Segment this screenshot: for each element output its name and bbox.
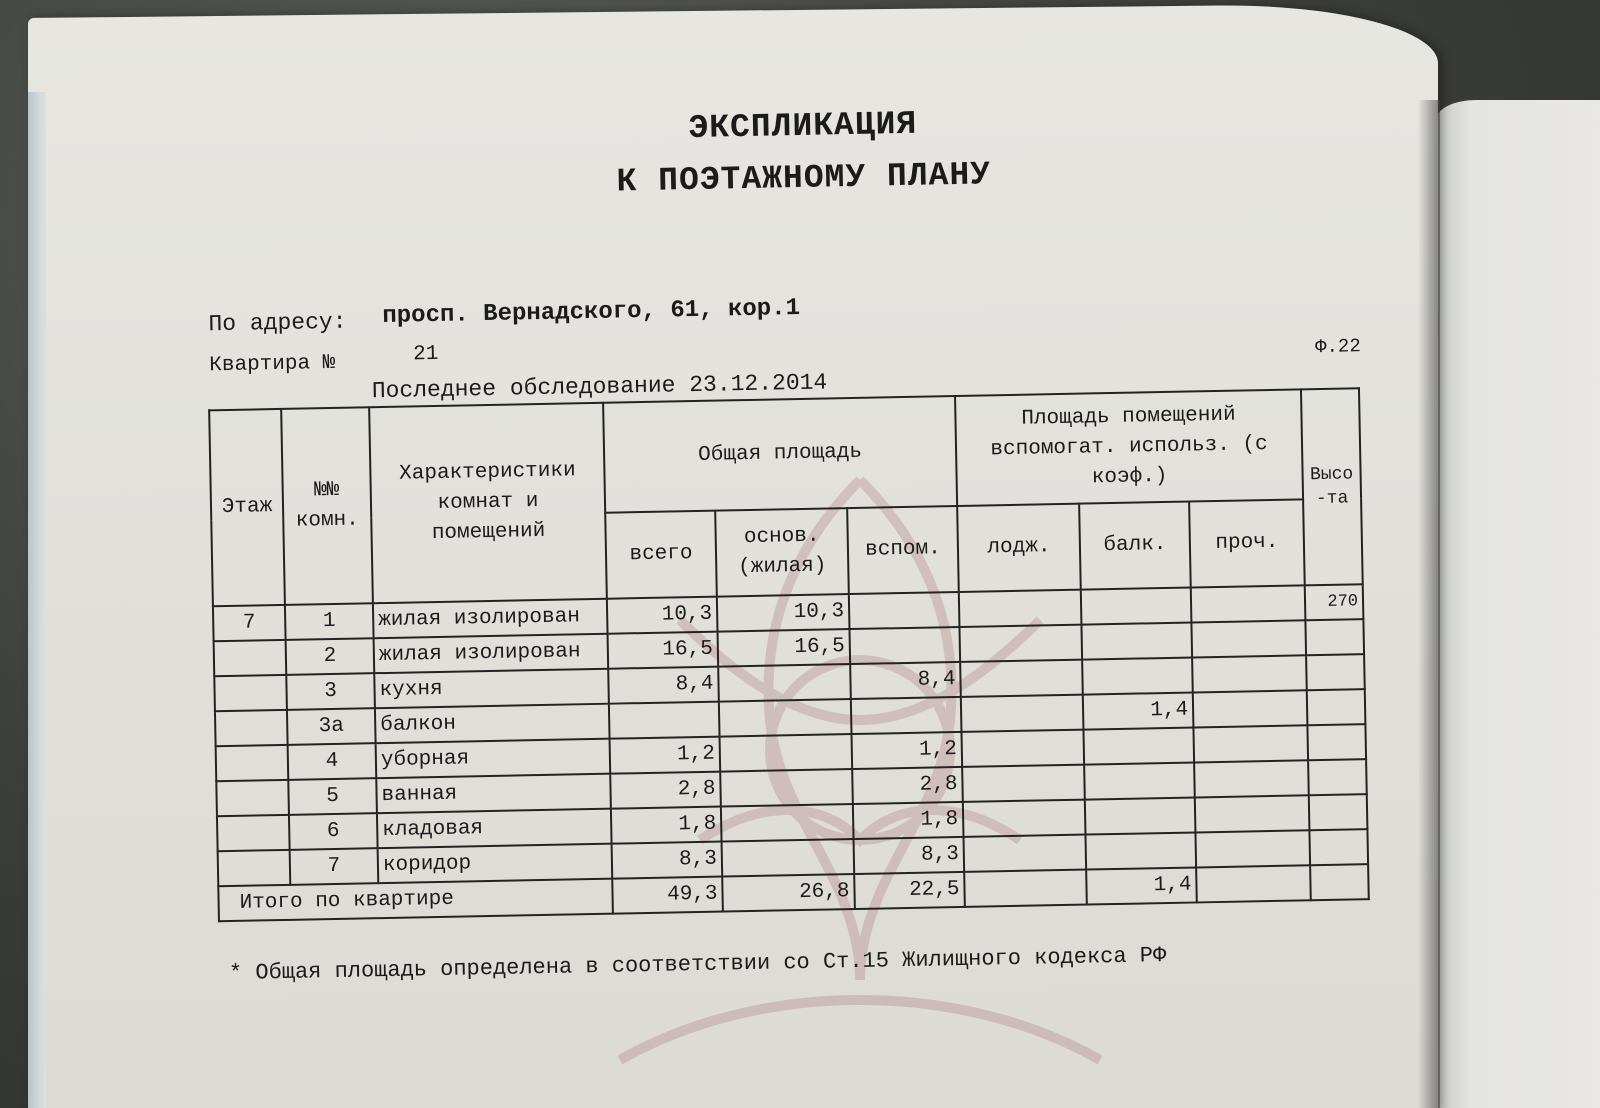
cell-floor (214, 640, 287, 676)
cell-total: 16,5 (608, 632, 719, 669)
cell-balcony (1083, 727, 1194, 764)
cell-aux (849, 592, 960, 629)
cell-name: жилая изолирован (373, 599, 608, 638)
cell-loggia (960, 660, 1083, 697)
form-number: Ф.22 (1314, 335, 1361, 359)
header-loggia: лодж. (957, 504, 1081, 592)
header-total: всего (605, 511, 717, 599)
header-balcony: балк. (1079, 502, 1191, 590)
cell-height: 270 (1305, 584, 1364, 620)
cell-height (1307, 724, 1366, 760)
header-characteristics: Характеристики комнат и помещений (369, 403, 607, 603)
footnote: * Общая площадь определена в соответствии со Ст.15 Жилищного кодекса РФ (228, 943, 1167, 987)
cell-height (1308, 759, 1367, 795)
totals-balcony: 1,4 (1086, 867, 1197, 904)
cell-main: 16,5 (718, 629, 851, 667)
cell-main (720, 769, 853, 807)
header-main: основ. (жилая) (715, 508, 849, 597)
cell-other (1192, 655, 1307, 692)
cell-room: 3а (287, 708, 376, 745)
cell-aux: 1,2 (852, 732, 963, 769)
cell-height (1307, 689, 1366, 725)
cell-balcony (1081, 588, 1192, 625)
cell-main (719, 699, 852, 737)
explication-table (208, 387, 1370, 922)
apartment-label: Квартира № (209, 351, 336, 378)
cell-total (609, 702, 720, 739)
cell-other (1195, 830, 1310, 867)
totals-total: 49,3 (612, 877, 723, 914)
address-value: просп. Вернадского, 61, кор.1 (382, 294, 801, 330)
cell-loggia (962, 765, 1085, 802)
totals-main: 26,8 (722, 874, 855, 912)
cell-other (1194, 760, 1309, 797)
header-total-area: Общая площадь (603, 396, 957, 513)
cell-loggia (961, 730, 1084, 767)
cell-floor: 7 (213, 605, 286, 641)
cell-room: 1 (285, 603, 374, 640)
cell-total: 1,2 (610, 737, 721, 774)
header-aux: вспом. (847, 506, 959, 594)
totals-other (1196, 865, 1311, 902)
cell-height (1306, 654, 1365, 690)
header-floor: Этаж (209, 409, 285, 606)
cell-balcony: 1,4 (1083, 692, 1194, 729)
cell-other (1193, 690, 1308, 727)
cell-height (1305, 619, 1364, 655)
cell-main (720, 734, 853, 772)
cell-total: 1,8 (611, 807, 722, 844)
cell-balcony (1085, 832, 1196, 869)
cell-name: балкон (375, 704, 610, 743)
cell-balcony (1085, 797, 1196, 834)
cell-main (718, 664, 851, 702)
cell-name: жилая изолирован (374, 634, 609, 673)
cell-other (1191, 585, 1306, 622)
cell-aux: 8,4 (850, 662, 961, 699)
cell-name: уборная (376, 739, 611, 778)
address-label: По адресу: (208, 308, 347, 338)
cell-floor (218, 850, 291, 886)
header-room-no: №№ комн. (281, 407, 373, 605)
cell-name: кухня (374, 669, 609, 708)
cell-floor (214, 675, 287, 711)
cell-loggia (959, 625, 1082, 662)
cell-name: ванная (376, 774, 611, 813)
cell-other (1193, 725, 1308, 762)
cell-balcony (1081, 623, 1192, 660)
cell-balcony (1082, 658, 1193, 695)
cell-aux (849, 627, 960, 664)
cell-total: 8,3 (612, 842, 723, 879)
cell-aux: 2,8 (852, 767, 963, 804)
cell-aux: 1,8 (853, 802, 964, 839)
header-other: проч. (1189, 499, 1305, 587)
cell-loggia (964, 835, 1087, 872)
cell-total: 8,4 (608, 667, 719, 704)
cell-height (1309, 829, 1368, 865)
cell-name: коридор (378, 844, 613, 883)
cell-loggia (963, 800, 1086, 837)
cell-aux (851, 697, 962, 734)
cell-other (1191, 620, 1306, 657)
cell-floor (217, 815, 290, 851)
cell-total: 2,8 (610, 772, 721, 809)
document-subtitle: К ПОЭТАЖНОМУ ПЛАНУ (616, 156, 992, 201)
cell-room: 3 (286, 673, 375, 710)
apartment-number: 21 (412, 342, 439, 367)
totals-aux: 22,5 (854, 872, 965, 909)
cell-floor (216, 745, 289, 781)
cell-room: 7 (290, 848, 379, 885)
cell-name: кладовая (377, 809, 612, 848)
header-height: Высо-та (1301, 388, 1363, 585)
cell-balcony (1084, 762, 1195, 799)
cell-floor (215, 710, 288, 746)
cell-room: 4 (288, 743, 377, 780)
table-body (213, 584, 1369, 921)
cell-aux: 8,3 (854, 837, 965, 874)
cell-room: 2 (286, 638, 375, 675)
document-title: ЭКСПЛИКАЦИЯ (688, 105, 918, 148)
cell-main (722, 839, 855, 877)
cell-total: 10,3 (607, 597, 718, 634)
totals-height (1310, 864, 1369, 900)
cell-main (721, 804, 854, 842)
cell-loggia (959, 590, 1082, 627)
cell-loggia (961, 695, 1084, 732)
cell-room: 6 (289, 813, 378, 850)
cell-height (1309, 794, 1368, 830)
cell-floor (216, 780, 289, 816)
cell-room: 5 (288, 778, 377, 815)
cell-main: 10,3 (717, 594, 850, 632)
totals-label: Итого по квартире (218, 879, 613, 922)
cell-other (1195, 795, 1310, 832)
header-aux-area: Площадь помещений вспомогат. использ. (с коэф.) (955, 389, 1303, 506)
totals-loggia (964, 870, 1087, 907)
survey-date: Последнее обследование 23.12.2014 (371, 369, 828, 405)
